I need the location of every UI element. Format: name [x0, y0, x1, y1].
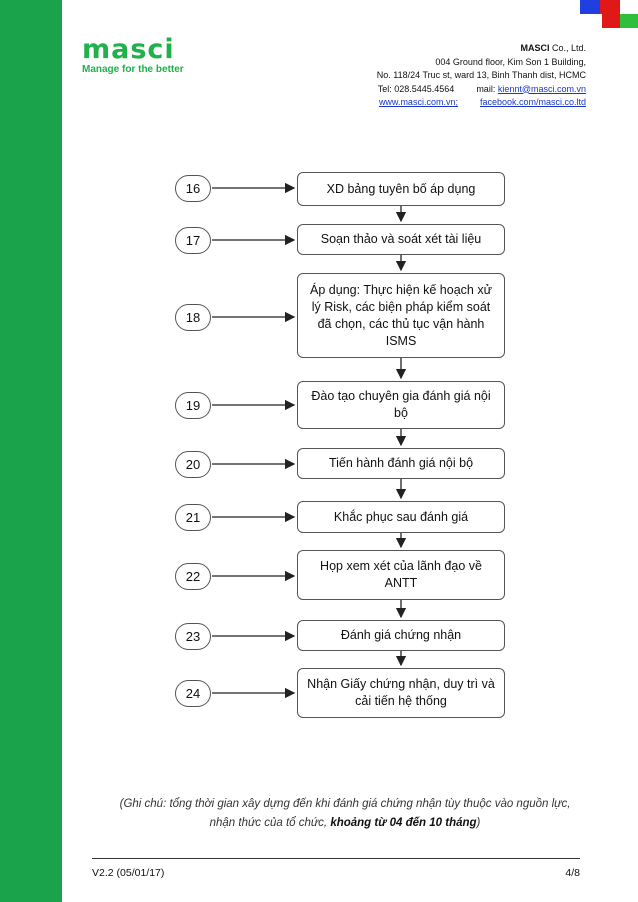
company-brand: MASCI [520, 43, 550, 53]
step-number: 24 [175, 680, 211, 707]
step-box: Áp dụng: Thực hiện kế hoạch xử lý Risk, các biện pháp kiểm soát đã chọn, các thủ tục vận hành ISMS [297, 273, 505, 358]
step-box: Nhận Giấy chứng nhận, duy trì và cải tiến hệ thống [297, 668, 505, 718]
step-box: Họp xem xét của lãnh đạo về ANTT [297, 550, 505, 600]
page-number: 4/8 [565, 867, 580, 879]
step-box: Soạn thảo và soát xét tài liệu [297, 224, 505, 255]
step-number: 19 [175, 392, 211, 419]
logo-wordmark: masci [82, 34, 175, 65]
step-number: 18 [175, 304, 211, 331]
company-suffix: Co., Ltd. [549, 43, 586, 53]
step-box: Đào tạo chuyên gia đánh giá nội bộ [297, 381, 505, 429]
step-number: 20 [175, 451, 211, 478]
mail-link[interactable]: kiennt@masci.com.vn [497, 83, 586, 94]
mail-label: mail: [476, 83, 498, 94]
logo-tagline: Manage for the better [82, 64, 184, 75]
step-box: Đánh giá chứng nhận [297, 620, 505, 651]
footnote [110, 795, 580, 833]
step-number: 23 [175, 623, 211, 650]
step-box: XD bảng tuyên bố áp dụng [297, 172, 505, 206]
step-box: Tiến hành đánh giá nội bộ [297, 448, 505, 479]
step-number: 16 [175, 175, 211, 202]
step-number: 22 [175, 563, 211, 590]
footer-divider [92, 858, 580, 859]
note-duration: khoảng từ 04 đến 10 tháng [330, 817, 477, 829]
note-text: (Ghi chú: tổng thời gian xây dựng đến khi đánh giá chứng nhận tùy thuộc vào nguồn lực, nhận thức của tổ chức, [119, 798, 571, 829]
document-version: V2.2 (05/01/17) [92, 867, 165, 879]
facebook-link[interactable]: facebook.com/masci.co.ltd [479, 97, 586, 107]
note-close: ) [476, 817, 481, 829]
website-link[interactable]: www.masci.com.vn; [378, 97, 458, 107]
tel: Tel: 028.5445.4564 [377, 83, 455, 94]
step-number: 21 [175, 504, 211, 531]
step-box: Khắc phục sau đánh giá [297, 501, 505, 533]
step-number: 17 [175, 227, 211, 254]
address-line-1: 004 Ground floor, Kim Son 1 Building, [435, 56, 586, 67]
address-line-2: No. 118/24 Truc st, ward 13, Binh Thanh dist, HCMC [376, 70, 586, 80]
